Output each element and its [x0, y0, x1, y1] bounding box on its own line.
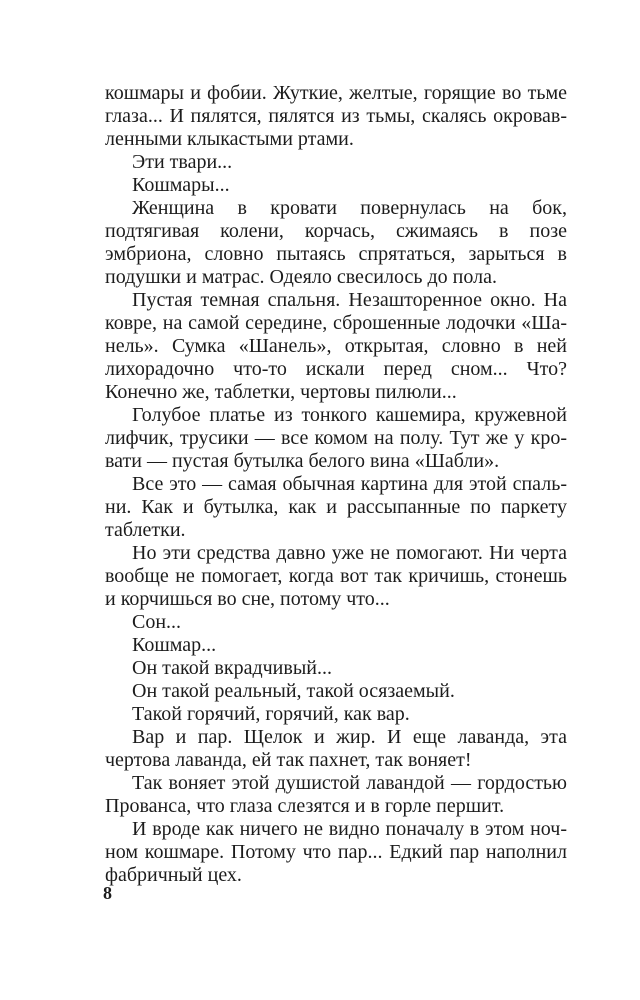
paragraph: Голубое платье из тонкого кашемира, кружевной лифчик, трусики — все комом на полу. Тут же у кровати — пустая бутылка белого вина «Шабли». — [105, 404, 567, 472]
paragraph: И вроде как ничего не видно поначалу в этом ночном кошмаре. Потому что пар... Едкий пар наполнил фабричный цех. — [105, 818, 567, 886]
paragraph: Так воняет этой душистой лавандой — гордостью Прованса, что глаза слезятся и в горле першит. — [105, 772, 567, 817]
paragraph: кошмары и фобии. Жуткие, желтые, горящие во тьме глаза... И пялятся, пялятся из тьмы, скалясь окровавленными клыкастыми ртами. — [105, 82, 567, 150]
paragraph: Пустая темная спальня. Незашторенное окно. На ковре, на самой середине, сброшенные лодочки «Шанель». Сумка «Шанель», открытая, словно в ней лихорадочно что-то искали перед сном... Что? Конечно же, таблетки, чертовы пилюли... — [105, 289, 567, 403]
body-text — [105, 82, 567, 887]
paragraph: Эти твари... — [132, 151, 233, 173]
paragraph: Кошмар... — [132, 634, 217, 656]
paragraph: Вар и пар. Щелок и жир. И еще лаванда, эта чертова лаванда, ей так пахнет, так воняет! — [105, 726, 567, 771]
paragraph: Женщина в кровати повернулась на бок, подтягивая колени, корчась, сжимаясь в позе эмбриона, словно пытаясь спрятаться, зарыться в подушки и матрас. Одеяло свесилось до пола. — [105, 197, 567, 288]
paragraph: Все это — самая обычная картина для этой спальни. Как и бутылка, как и рассыпанные по паркету таблетки. — [105, 473, 567, 541]
paragraph: Такой горячий, горячий, как вар. — [132, 703, 410, 725]
paragraph: Но эти средства давно уже не помогают. Ни черта вообще не помогает, когда вот так кричишь, стонешь и корчишься во сне, потому что... — [105, 542, 567, 610]
paragraph: Он такой вкрадчивый... — [132, 657, 332, 679]
paragraph: Он такой реальный, такой осязаемый. — [132, 680, 455, 702]
paragraph: Сон... — [132, 611, 182, 633]
paragraph: Кошмары... — [132, 174, 230, 196]
page-number: 8 — [103, 883, 112, 903]
